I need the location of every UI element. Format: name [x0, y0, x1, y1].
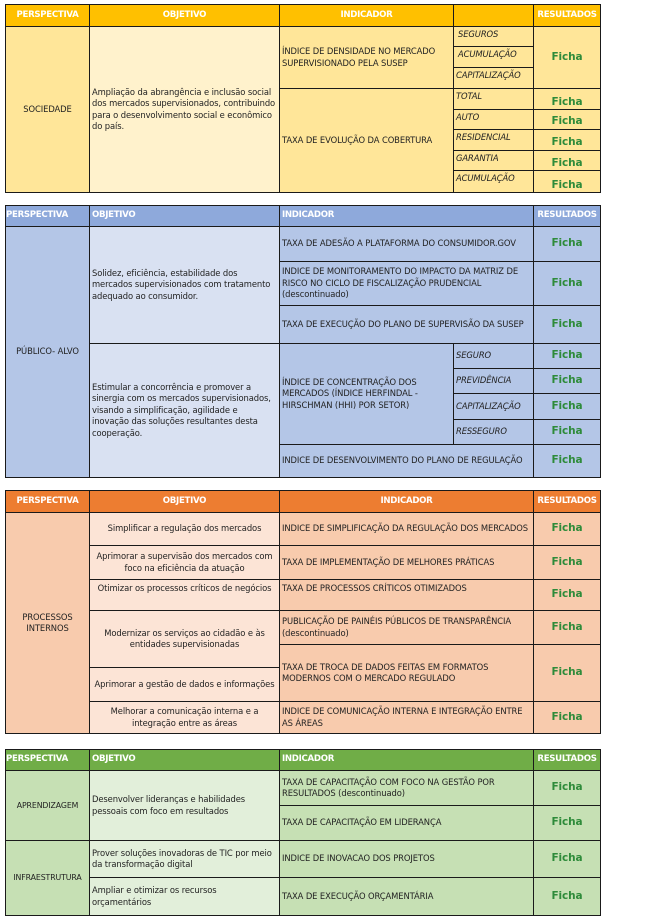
header-objetivo: OBJETIVO — [90, 491, 280, 513]
objective-modernizar: Modernizar os serviços ao cidadão e às entidades supervisionadas — [90, 611, 280, 668]
sub-capitalizacao: CAPITALIZAÇÃO — [454, 394, 534, 420]
sub-residencial: RESIDENCIAL — [454, 130, 534, 151]
sub-seguro: SEGURO — [454, 344, 534, 369]
objective-gestao-dados: Aprimorar a gestão de dados e informações — [90, 668, 280, 702]
ficha-residencial-link[interactable]: Ficha — [534, 130, 600, 151]
objective-simplificar: Simplificar a regulação dos mercados — [90, 513, 280, 546]
perspective-publico-alvo: PÚBLICO- ALVO — [6, 227, 90, 477]
ficha-melhores-praticas-link[interactable]: Ficha — [534, 546, 600, 580]
header-objetivo: OBJETIVO — [90, 750, 280, 771]
sub-resseguro: RESSEGURO — [454, 420, 534, 445]
ficha-processos-criticos-link[interactable]: Ficha — [534, 580, 600, 611]
indicator-comunicacao: INDICE DE COMUNICAÇÃO INTERNA E INTEGRAÇÃO ENTRE AS ÁREAS — [280, 702, 534, 733]
indicator-plano-regulacao: INDICE DE DESENVOLVIMENTO DO PLANO DE REGULAÇÃO — [280, 445, 534, 477]
objective-tic: Prover soluções inovadoras de TIC por meio da transformação digital — [90, 841, 280, 878]
header-objetivo: OBJETIVO — [90, 206, 280, 227]
table-sociedade — [5, 4, 601, 193]
sub-seguros: SEGUROS — [454, 27, 534, 47]
ficha-troca-dados-link[interactable]: Ficha — [534, 645, 600, 702]
indicator-inovacao: INDICE DE INOVACAO DOS PROJETOS — [280, 841, 534, 878]
ficha-capacitacao-gestao-link[interactable]: Ficha — [534, 771, 600, 806]
ficha-inovacao-link[interactable]: Ficha — [534, 841, 600, 878]
ficha-acumulacao-link[interactable]: Ficha — [534, 171, 600, 192]
ficha-capitalizacao-link[interactable]: Ficha — [534, 394, 600, 420]
header-indicador: INDICADOR — [280, 750, 534, 771]
sub-previdencia: PREVIDÊNCIA — [454, 369, 534, 394]
ficha-densidade-link[interactable]: Ficha — [534, 27, 600, 89]
objective-comunicacao: Melhorar a comunicação interna e a integração entre as áreas — [90, 702, 280, 733]
ficha-paineis-publicos-link[interactable]: Ficha — [534, 611, 600, 645]
header-indicador: INDICADOR — [280, 5, 454, 27]
indicator-evolucao-cobertura: TAXA DE EVOLUÇÃO DA COBERTURA — [280, 89, 454, 192]
sub-auto: AUTO — [454, 110, 534, 130]
header-perspectiva: PERSPECTIVA — [6, 491, 90, 513]
indicator-simplificacao: INDICE DE SIMPLIFICAÇÃO DA REGULAÇÃO DOS MERCADOS — [280, 513, 534, 546]
header-indicador: INDICADOR — [280, 206, 534, 227]
header-perspectiva: PERSPECTIVA — [6, 206, 90, 227]
sub-acumulacao-2: ACUMULAÇÃO — [454, 171, 534, 192]
indicator-paineis-publicos: PUBLICAÇÃO DE PAINÉIS PÚBLICOS DE TRANSPARÊNCIA (descontinuado) — [280, 611, 534, 645]
indicator-hhi: ÍNDICE DE CONCENTRAÇÃO DOS MERCADOS (ÍNDICE HERFINDAL - HIRSCHMAN (HHI) POR SETOR) — [280, 344, 454, 445]
header-perspectiva: PERSPECTIVA — [6, 750, 90, 771]
sub-garantia: GARANTIA — [454, 151, 534, 171]
table-aprendizagem-infraestrutura — [5, 749, 601, 916]
ficha-auto-link[interactable]: Ficha — [534, 110, 600, 130]
header-resultados: RESULTADOS — [534, 5, 600, 27]
sub-capitalizacao-1: CAPITALIZAÇÃO — [454, 68, 534, 89]
objective-concorrencia: Estimular a concorrência e promover a sinergia com os mercados supervisionados, visando a simplificação, agilidade e inovação das soluções resultantes desta cooperação. — [90, 344, 280, 477]
ficha-plano-supervisao-link[interactable]: Ficha — [534, 306, 600, 344]
indicator-execucao-orcamentaria: TAXA DE EXECUÇÃO ORÇAMENTÁRIA — [280, 878, 534, 915]
header-sub-blank — [454, 5, 534, 27]
indicator-matriz-risco: INDICE DE MONITORAMENTO DO IMPACTO DA MATRIZ DE RISCO NO CICLO DE FISCALIZAÇÃO PRUDENCIAL (descontinuado) — [280, 262, 534, 306]
objective-solidez: Solidez, eficiência, estabilidade dos mercados supervisionados com tratamento adequado ao consumidor. — [90, 227, 280, 344]
header-indicador: INDICADOR — [280, 491, 534, 513]
ficha-previdencia-link[interactable]: Ficha — [534, 369, 600, 394]
header-resultados: RESULTADOS — [534, 491, 600, 513]
header-perspectiva: PERSPECTIVA — [6, 5, 90, 27]
table-processos-internos — [5, 490, 601, 734]
objective-orcamentarios: Ampliar e otimizar os recursos orçamentários — [90, 878, 280, 915]
ficha-matriz-risco-link[interactable]: Ficha — [534, 262, 600, 306]
ficha-plano-regulacao-link[interactable]: Ficha — [534, 445, 600, 477]
header-resultados: RESULTADOS — [534, 206, 600, 227]
indicator-capacitacao-gestao: TAXA DE CAPACITAÇÃO COM FOCO NA GESTÃO POR RESULTADOS (descontinuado) — [280, 771, 534, 806]
ficha-simplificacao-link[interactable]: Ficha — [534, 513, 600, 546]
objective-otimizar: Otimizar os processos críticos de negócios — [90, 580, 280, 611]
objective-liderancas: Desenvolver lideranças e habilidades pessoais com foco em resultados — [90, 771, 280, 841]
ficha-resseguro-link[interactable]: Ficha — [534, 420, 600, 445]
header-objetivo: OBJETIVO — [90, 5, 280, 27]
objective-supervisao: Aprimorar a supervisão dos mercados com foco na eficiência da atuação — [90, 546, 280, 580]
indicator-densidade: ÍNDICE DE DENSIDADE NO MERCADO SUPERVISIONADO PELA SUSEP — [280, 27, 454, 89]
ficha-seguro-link[interactable]: Ficha — [534, 344, 600, 369]
ficha-capacitacao-lideranca-link[interactable]: Ficha — [534, 806, 600, 841]
objective-sociedade: Ampliação da abrangência e inclusão social dos mercados supervisionados, contribuindo para o desenvolvimento social e econômico do país. — [90, 27, 280, 192]
ficha-consumidor-gov-link[interactable]: Ficha — [534, 227, 600, 262]
perspective-aprendizagem: APRENDIZAGEM — [6, 771, 90, 841]
perspective-processos-internos: PROCESSOS INTERNOS — [6, 513, 90, 733]
table-publico-alvo — [5, 205, 601, 478]
ficha-comunicacao-link[interactable]: Ficha — [534, 702, 600, 733]
sub-acumulacao-1: ACUMULAÇÃO — [454, 47, 534, 68]
ficha-garantia-link[interactable]: Ficha — [534, 151, 600, 171]
perspective-sociedade: SOCIEDADE — [6, 27, 90, 192]
ficha-execucao-orcamentaria-link[interactable]: Ficha — [534, 878, 600, 915]
indicator-consumidor-gov: TAXA DE ADESÃO A PLATAFORMA DO CONSUMIDOR.GOV — [280, 227, 534, 262]
indicator-troca-dados: TAXA DE TROCA DE DADOS FEITAS EM FORMATOS MODERNOS COM O MERCADO REGULADO — [280, 645, 534, 702]
sub-total: TOTAL — [454, 89, 534, 110]
indicator-capacitacao-lideranca: TAXA DE CAPACITAÇÃO EM LIDERANÇA — [280, 806, 534, 841]
indicator-processos-criticos: TAXA DE PROCESSOS CRÍTICOS OTIMIZADOS — [280, 580, 534, 611]
indicator-plano-supervisao: TAXA DE EXECUÇÃO DO PLANO DE SUPERVISÃO DA SUSEP — [280, 306, 534, 344]
ficha-total-link[interactable]: Ficha — [534, 89, 600, 110]
indicator-melhores-praticas: TAXA DE IMPLEMENTAÇÃO DE MELHORES PRÁTICAS — [280, 546, 534, 580]
perspective-infraestrutura: INFRAESTRUTURA — [6, 841, 90, 915]
header-resultados: RESULTADOS — [534, 750, 600, 771]
